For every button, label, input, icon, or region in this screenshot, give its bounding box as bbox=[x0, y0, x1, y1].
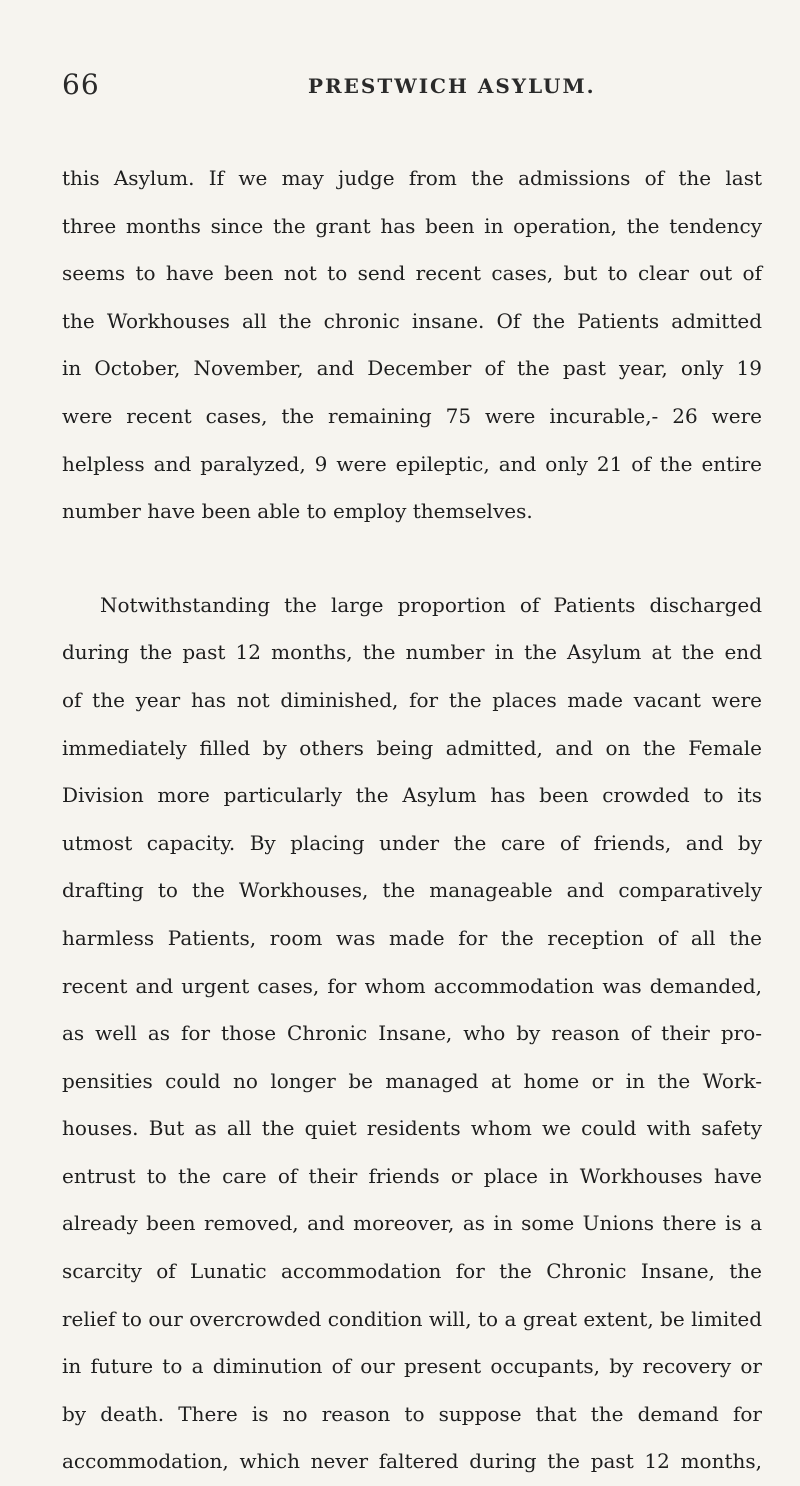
text-line: were recent cases, the remaining 75 were incurable,- 26 were bbox=[62, 403, 762, 428]
text-line: as well as for those Chronic Insane, who by reason of their pro- bbox=[62, 1021, 762, 1046]
text-line: number have been able to employ themselves. bbox=[62, 499, 533, 524]
text-line: seems to have been not to send recent cases, but to clear out of bbox=[62, 261, 762, 286]
paragraph-gap bbox=[62, 536, 762, 582]
text-line: harmless Patients, room was made for the reception of all the bbox=[62, 925, 762, 950]
page-number: 66 bbox=[62, 68, 100, 101]
text-line: in future to a diminution of our present occupants, by recovery or bbox=[62, 1354, 762, 1379]
text-line: entrust to the care of their friends or place in Workhouses have bbox=[62, 1163, 762, 1188]
text-line: immediately filled by others being admitted, and on the Female bbox=[62, 735, 762, 760]
text-line: of the year has not diminished, for the places made vacant were bbox=[62, 687, 762, 712]
text-line: helpless and paralyzed, 9 were epileptic, and only 21 of the entire bbox=[62, 451, 762, 476]
text-line: the Workhouses all the chronic insane. Of the Patients admitted bbox=[62, 308, 762, 333]
text-line: Division more particularly the Asylum has been crowded to its bbox=[62, 783, 762, 808]
text-line: scarcity of Lunatic accommodation for the Chronic Insane, the bbox=[62, 1259, 762, 1284]
paragraph-1 bbox=[62, 155, 762, 536]
text-line: drafting to the Workhouses, the manageable and comparatively bbox=[62, 878, 762, 903]
text-line: recent and urgent cases, for whom accommodation was demanded, bbox=[62, 973, 762, 998]
body-text bbox=[62, 155, 762, 1486]
text-line: pensities could no longer be managed at home or in the Work- bbox=[62, 1068, 762, 1093]
text-line: this Asylum. If we may judge from the admissions of the last bbox=[62, 166, 762, 190]
text-line: relief to our overcrowded condition will, to a great extent, be limited bbox=[62, 1306, 762, 1331]
text-line: utmost capacity. By placing under the care of friends, and by bbox=[62, 830, 762, 855]
page-header bbox=[0, 68, 800, 108]
text-line: already been removed, and moreover, as in some Unions there is a bbox=[62, 1211, 762, 1236]
running-head: PRESTWICH ASYLUM. bbox=[308, 74, 596, 98]
text-line: accommodation, which never faltered during the past 12 months, bbox=[62, 1449, 762, 1474]
text-line: in October, November, and December of the past year, only 19 bbox=[62, 356, 762, 381]
text-line: three months since the grant has been in operation, the tendency bbox=[62, 213, 762, 238]
text-line: Notwithstanding the large proportion of Patients discharged bbox=[100, 592, 762, 617]
text-line: during the past 12 months, the number in the Asylum at the end bbox=[62, 640, 762, 665]
text-line: houses. But as all the quiet residents whom we could with safety bbox=[62, 1116, 762, 1141]
paragraph-2 bbox=[62, 582, 762, 1486]
text-line: by death. There is no reason to suppose that the demand for bbox=[62, 1401, 762, 1426]
